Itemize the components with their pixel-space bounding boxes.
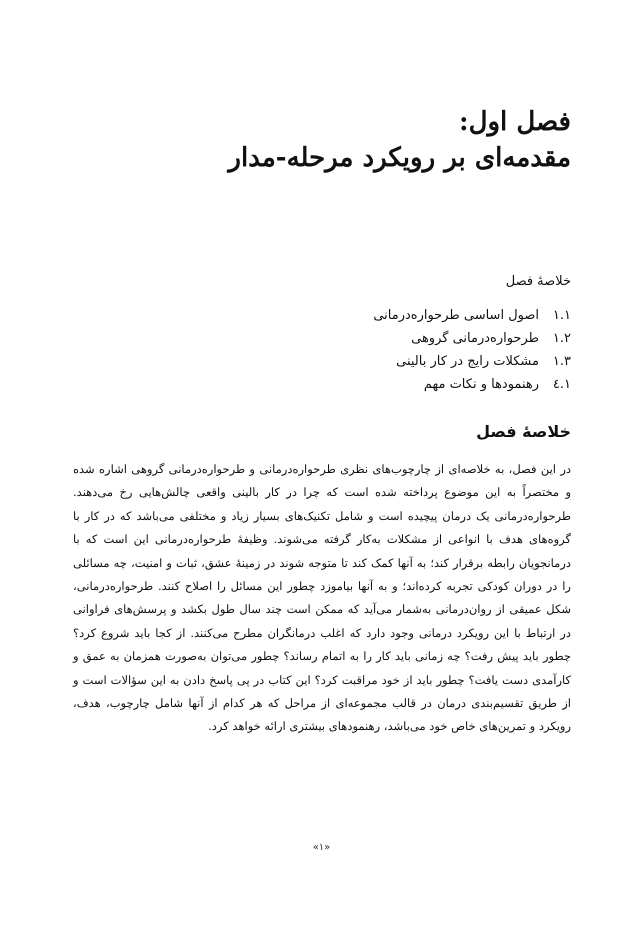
- toc-item-label: مشکلات رایج در کار بالینی: [396, 354, 539, 369]
- chapter-title-line1: فصل اول:: [459, 107, 571, 137]
- toc-item-number: ۱.۳: [552, 354, 571, 369]
- page-number: «۱»: [312, 842, 331, 853]
- summary-heading: خلاصهٔ فصل: [476, 422, 571, 441]
- toc-item-label: طرحواره‌درمانی گروهی: [411, 331, 539, 346]
- toc-item: [151, 373, 571, 396]
- toc-item-number: ۱.۲: [552, 331, 571, 346]
- toc-item: [151, 327, 571, 350]
- toc-list: [151, 304, 571, 396]
- summary-paragraph: در این فصل، به خلاصه‌ای از چارچوب‌های نظری طرحواره‌درمانی و طرحواره‌درمانی گروهی اشاره شده و مختصراً به این موضوع پرداخته شده است که چرا در کار بالینی واقعی چالش‌هایی رخ می‌دهند. طرحواره‌درمانی یک درمان پیچیده است و شامل تکنیک‌های بسیار زیاد و مختلفی می‌باشد که در کار با گروه‌های هدف با انواعی از مشکلات به‌کار گرفته می‌شوند. وظیفهٔ طرحواره‌درمانی این است که با درمانجویان رابطه برقرار کند؛ به آنها کمک کند تا متوجه شوند در زمینهٔ عشق، ثبات و امنیت، چه مسائلی را در دوران کودکی تجربه کرده‌اند؛ و به آنها بیاموزد چطور این مسائل را اصلاح کنند. طرحواره‌درمانی، شکل عمیقی از روان‌درمانی به‌شمار می‌آید که ممکن است چند سال طول بکشد و پرسش‌های فراوانی در ارتباط با این رویکرد درمانی وجود دارد که اغلب درمانگران مطرح می‌کنند. از کجا باید شروع کرد؟ چطور باید پیش رفت؟ چه زمانی باید کار را به اتمام رساند؟ چطور می‌توان به‌صورت همزمان به عمق و کارآمدی دست یافت؟ چطور باید از خود مراقبت کرد؟ این کتاب در پی پاسخ دادن به این سؤالات است و از طریق تقسیم‌بندی درمان در قالب مجموعه‌ای از مراحل که هر کدام از آنها شامل چارچوب، هدف، رویکرد و تمرین‌های خاص خود می‌باشد، رهنمودهای بیشتری ارائه خواهد کرد.: [73, 462, 571, 734]
- toc-item-label: رهنمودها و نکات مهم: [423, 377, 539, 392]
- chapter-title-line2: مقدمه‌ای بر رویکرد مرحله-مدار: [228, 143, 571, 173]
- toc-item-number: ۱.۱: [552, 308, 571, 323]
- toc-item-number: ۱.٤: [552, 377, 571, 392]
- toc-item: [151, 304, 571, 327]
- toc-item: [151, 350, 571, 373]
- toc-heading: خلاصهٔ فصل: [505, 274, 571, 289]
- toc-item-label: اصول اساسی طرحواره‌درمانی: [373, 308, 539, 323]
